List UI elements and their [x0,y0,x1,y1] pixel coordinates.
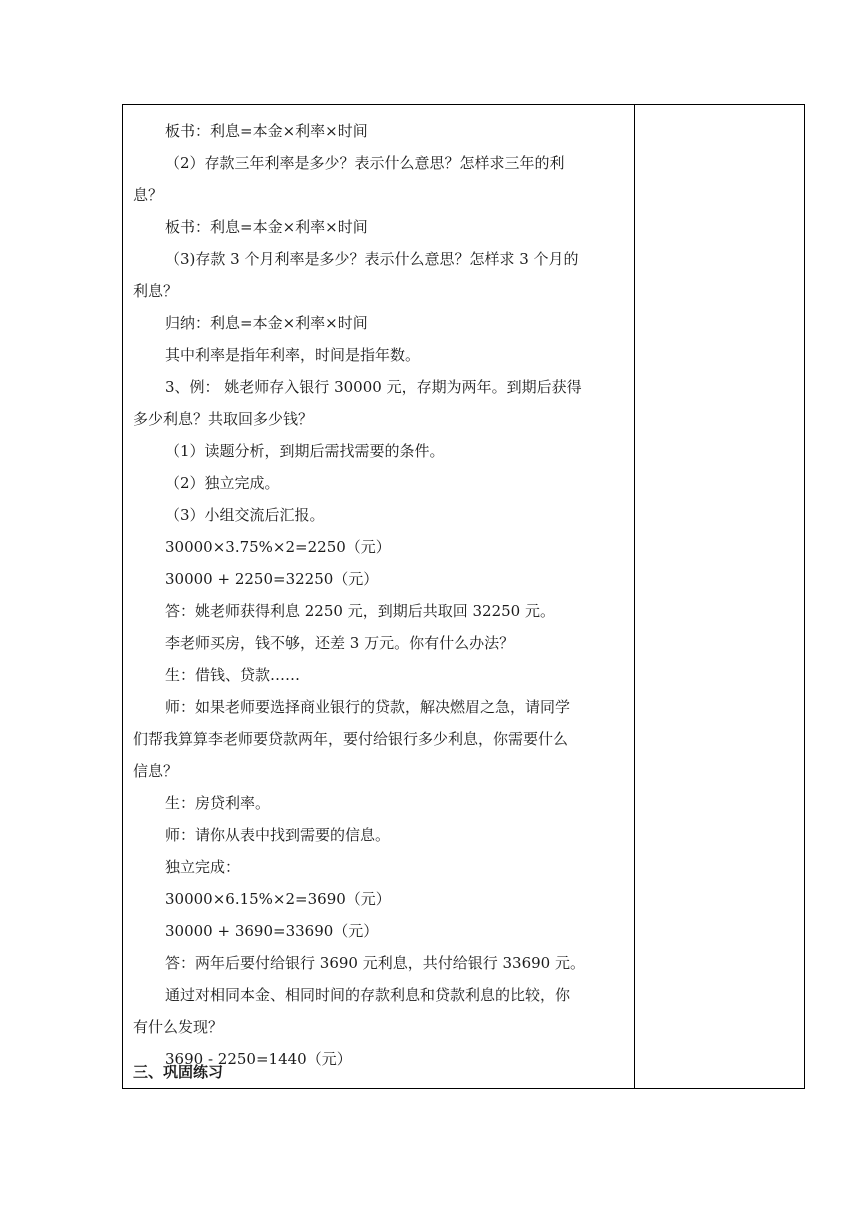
text-line: 师：请你从表中找到需要的信息。 [165,826,391,844]
text-line: （3)存款 3 个月利率是多少？表示什么意思？怎样求 3 个月的 [165,250,579,268]
text-line: 答：姚老师获得利息 2250 元，到期后共取回 32250 元。 [165,602,555,620]
text-line: 独立完成： [165,858,241,876]
text-line: 答：两年后要付给银行 3690 元利息，共付给银行 33690 元。 [165,954,585,972]
text-line: 息？ [133,186,164,204]
text-line: 归纳：利息=本金×利率×时间 [165,314,368,332]
text-line: 生：借钱、贷款…… [165,666,301,684]
text-line: 30000×3.75%×2=2250（元） [165,538,391,556]
text-line: （2）存款三年利率是多少？表示什么意思？怎样求三年的利 [165,154,565,172]
text-line: 板书：利息=本金×利率×时间 [165,218,368,236]
text-line: （2）独立完成。 [165,474,280,492]
text-line: 30000 + 3690=33690（元） [165,922,379,940]
text-line: 利息？ [133,282,179,300]
section-heading: 三、巩固练习 [133,1063,224,1081]
text-line: 们帮我算算李老师要贷款两年，要付给银行多少利息，你需要什么 [133,730,569,748]
text-line: 生：房贷利率。 [165,794,271,812]
text-line: （3）小组交流后汇报。 [165,506,325,524]
text-line: 30000×6.15%×2=3690（元） [165,890,391,908]
text-line: 师：如果老师要选择商业银行的贷款，解决燃眉之急，请同学 [165,698,571,716]
text-line: 其中利率是指年利率，时间是指年数。 [165,346,421,364]
text-line: 3690 - 2250=1440（元） [165,1050,352,1068]
text-line: 3、例： 姚老师存入银行 30000 元，存期为两年。到期后获得 [165,378,582,396]
text-line: 通过对相同本金、相同时间的存款利息和贷款利息的比较，你 [165,986,571,1004]
text-line: 李老师买房，钱不够，还差 3 万元。你有什么办法？ [165,634,515,652]
text-line: （1）读题分析，到期后需找需要的条件。 [165,442,445,460]
lesson-table [122,104,805,1089]
text-line: 30000 + 2250=32250（元） [165,570,379,588]
text-line: 板书：利息=本金×利率×时间 [165,122,368,140]
text-line: 有什么发现？ [133,1018,224,1036]
text-line: 多少利息？共取回多少钱？ [133,410,314,428]
text-line: 信息？ [133,762,179,780]
notes-cell [635,105,804,1088]
lesson-content-cell [123,105,634,1088]
